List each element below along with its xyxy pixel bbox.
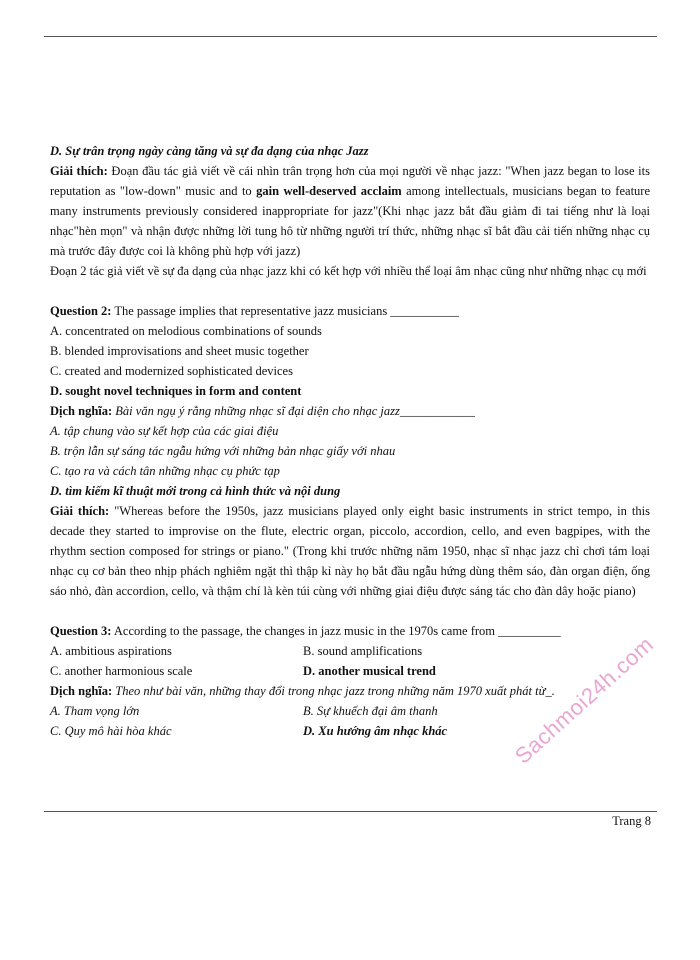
q3-option-a: A. ambitious aspirations bbox=[50, 644, 172, 658]
q2-translation-label: Dịch nghĩa: bbox=[50, 404, 113, 418]
q3-option-c: C. another harmonious scale bbox=[50, 664, 193, 678]
q2-explanation-label: Giải thích: bbox=[50, 504, 110, 518]
q3-translated-option-c: C. Quy mô hài hòa khác bbox=[50, 724, 172, 738]
explanation-text-b: among intellectuals, musicians began to feature many instruments previously considered inappropriate for jazz"(Khi nhạc jazz bắt đầu giảm đi tai tiếng như là loại nhạc"hèn mọn" và nhận được những lời tung hô từ những người trí thức, những nhạc sĩ bắt đầu cải tiến những nhạc cụ mà trước đây được coi là không phù hợp với jazz) bbox=[50, 184, 650, 258]
q3-translation-text: Theo như bài văn, những thay đổi trong nhạc jazz trong những năm 1970 xuất phát từ_. bbox=[112, 684, 555, 698]
section-d-heading: D. Sự trân trọng ngày càng tăng và sự đa dạng của nhạc Jazz bbox=[50, 144, 369, 158]
q2-option-b: B. blended improvisations and sheet music together bbox=[50, 344, 309, 358]
q3-translated-option-a: A. Tham vọng lớn bbox=[50, 704, 140, 718]
q2-option-a: A. concentrated on melodious combinations of sounds bbox=[50, 324, 322, 338]
q3-translated-answer: D. Xu hướng âm nhạc khác bbox=[303, 724, 448, 738]
q3-options-row-1 bbox=[50, 641, 650, 661]
question-2-text: The passage implies that representative jazz musicians ___________ bbox=[111, 304, 460, 318]
explanation-paragraph-1 bbox=[50, 161, 650, 261]
q3-options-row-2 bbox=[50, 661, 650, 681]
q2-translation-text: Bài văn ngụ ý rằng những nhạc sĩ đại diện cho nhạc jazz____________ bbox=[112, 404, 475, 418]
q2-translated-option-a: A. tập chung vào sự kết hợp của các giai điệu bbox=[50, 424, 279, 438]
q2-translated-option-b: B. trộn lẫn sự sáng tác ngẫu hứng với những bản nhạc giấy với nhau bbox=[50, 444, 396, 458]
q3-answer: D. another musical trend bbox=[303, 664, 436, 678]
question-3 bbox=[50, 621, 650, 641]
explanation-label: Giải thích: bbox=[50, 164, 108, 178]
question-2 bbox=[50, 301, 650, 321]
explanation-bold-phrase: gain well-deserved acclaim bbox=[256, 184, 402, 198]
q3-translation-label: Dịch nghĩa: bbox=[50, 684, 113, 698]
page-content bbox=[50, 141, 650, 741]
q2-option-c: C. created and modernized sophisticated devices bbox=[50, 364, 293, 378]
question-3-text: According to the passage, the changes in jazz music in the 1970s came from __________ bbox=[111, 624, 561, 638]
question-3-label: Question 3: bbox=[50, 624, 112, 638]
page-number: Trang 8 bbox=[612, 814, 651, 828]
footer-rule bbox=[44, 811, 657, 812]
q2-explanation bbox=[50, 501, 650, 601]
q3-translated-option-b: B. Sự khuếch đại âm thanh bbox=[303, 704, 438, 718]
q2-translated-option-c: C. tạo ra và cách tân những nhạc cụ phức tạp bbox=[50, 464, 280, 478]
q3-option-b: B. sound amplifications bbox=[303, 644, 423, 658]
q3-translation bbox=[50, 681, 650, 701]
watermark: Sachmoi24h.com bbox=[510, 631, 659, 769]
q2-translation bbox=[50, 401, 650, 421]
question-2-label: Question 2: bbox=[50, 304, 112, 318]
header-rule bbox=[44, 36, 657, 37]
q2-answer: D. sought novel techniques in form and content bbox=[50, 384, 302, 398]
explanation-paragraph-2: Đoạn 2 tác giả viết về sự đa dạng của nhạc jazz khi có kết hợp với nhiều thể loại âm nhạc cũng như những nhạc cụ mới bbox=[50, 264, 647, 278]
q2-translated-answer: D. tìm kiếm kĩ thuật mới trong cả hình thức và nội dung bbox=[50, 484, 341, 498]
q2-explanation-text: "Whereas before the 1950s, jazz musicians played only eight basic instruments in strict tempo, in this decade they started to improvise on the flute, electric organ, piccolo, accordion, cello, and even bagpipes, with the rhythm section composed for strings or piano." (Trong khi trước những năm 1950, nhạc sĩ nhạc jazz chỉ chơi tám loại nhạc cụ cơ bản theo nhịp phách nghiêm ngặt thì thập kỉ này họ bắt đầu ngẫu hứng dùng thêm sáo, đàn organ điện, ống sáo nhỏ, đàn accordion, cello, và thậm chí là kèn túi cùng với những giai điệu được sáng tác cho đàn dây hoặc piano) bbox=[50, 504, 650, 598]
explanation-text-a: Đoạn đầu tác giả viết về cái nhìn trân trọng hơn của mọi người về nhạc jazz: "When jazz began to lose its reputation as "low-down" music and to bbox=[50, 164, 650, 198]
